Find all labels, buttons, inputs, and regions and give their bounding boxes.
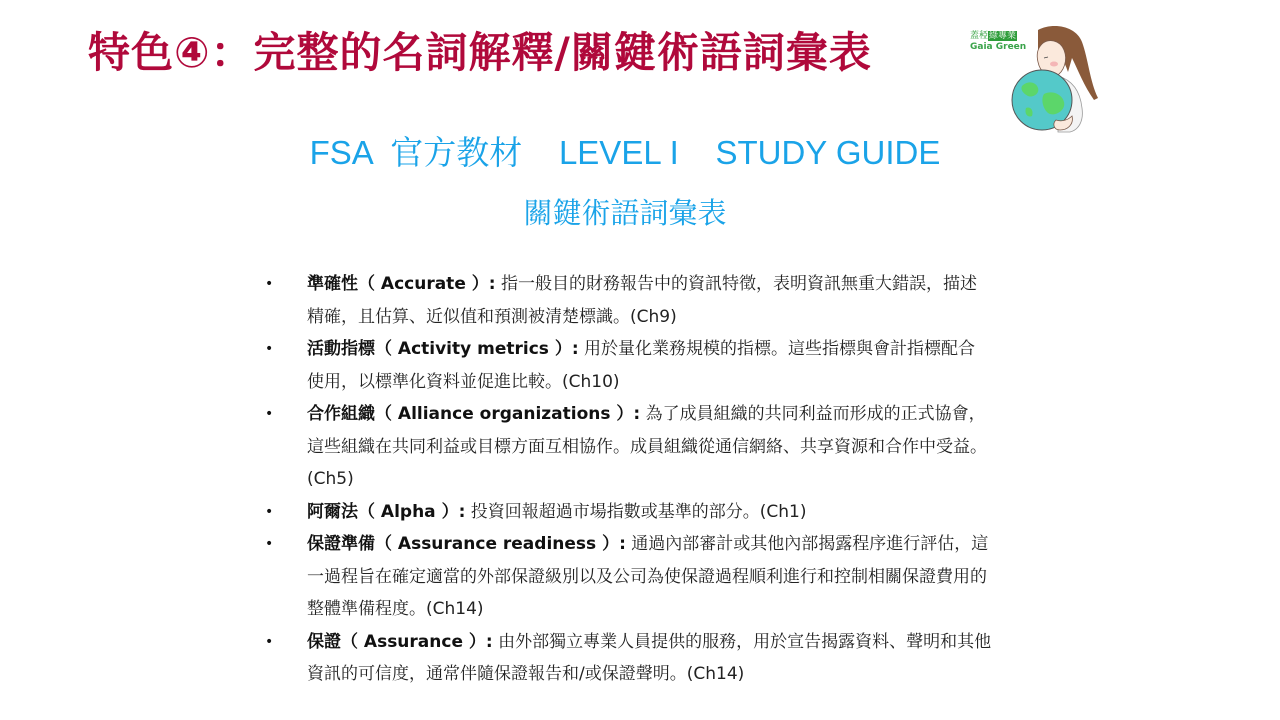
glossary-term: 阿爾法（ Alpha ）: xyxy=(307,501,466,522)
bullet-icon: • xyxy=(265,406,274,422)
document-subtitle: 關鍵術語詞彙表 xyxy=(523,196,727,230)
glossary-entry-alliance-organizations xyxy=(262,398,992,496)
glossary-entry-alpha xyxy=(262,496,992,529)
logo-cn-prefix: 蓋稏 xyxy=(970,31,989,41)
glossary-term: 保證準備（ Assurance readiness ）: xyxy=(307,534,626,554)
logo-english-name: Gaia Green xyxy=(970,42,1027,52)
logo-cn-highlight: 綠專業 xyxy=(989,31,1017,41)
girl-hugging-globe-icon xyxy=(998,24,1098,134)
glossary-definition: 用於量化業務規模的指標。這些指標與會計指標配合使用，以標準化資料並促進比較。(Ch10) xyxy=(307,339,976,392)
bullet-icon: • xyxy=(265,536,274,552)
bullet-icon: • xyxy=(265,633,274,650)
document-title: FSA 官方教材 LEVEL I STUDY GUIDE xyxy=(309,134,941,171)
glossary-definition: 為了成員組織的共同利益而形成的正式協會，這些組織在共同利益或目標方面互相協作。成員組織從通信網絡、共享資源和合作中受益。(Ch5) xyxy=(307,404,987,489)
bullet-icon: • xyxy=(265,503,274,520)
gaia-green-logo xyxy=(968,24,1096,134)
glossary-entry-assurance xyxy=(262,626,992,691)
glossary-definition: 通過內部審計或其他內部揭露程序進行評估，這一過程旨在確定適當的外部保證級別以及公司為使保證過程順利進行和控制相關保證費用的整體準備程度。(Ch14) xyxy=(307,534,989,619)
glossary-definition: 指一般目的財務報告中的資訊特徵，表明資訊無重大錯誤，描述精確，且估算、近似值和預測被清楚標識。(Ch9) xyxy=(307,274,977,327)
glossary-entry-assurance-readiness xyxy=(262,528,992,626)
glossary-entry-activity-metrics xyxy=(262,333,992,398)
glossary-list xyxy=(262,268,992,691)
glossary-definition: 由外部獨立專業人員提供的服務，用於宣告揭露資料、聲明和其他資訊的可信度，通常伴隨保證報告和/或保證聲明。(Ch14) xyxy=(307,631,992,684)
bullet-icon: • xyxy=(265,341,274,357)
glossary-term: 保證（ Assurance ）: xyxy=(307,631,493,652)
glossary-term: 活動指標（ Activity metrics ）: xyxy=(307,339,579,359)
bullet-icon: • xyxy=(265,276,274,292)
glossary-definition: 投資回報超過市場指數或基準的部分。(Ch1) xyxy=(465,501,807,522)
glossary-entry-accurate xyxy=(262,268,992,333)
slide-title: 特色④：完整的名詞解釋/關鍵術語詞彙表 xyxy=(88,28,872,77)
glossary-term: 準確性（ Accurate ）: xyxy=(307,274,496,294)
glossary-term: 合作組織（ Alliance organizations ）: xyxy=(307,404,641,424)
